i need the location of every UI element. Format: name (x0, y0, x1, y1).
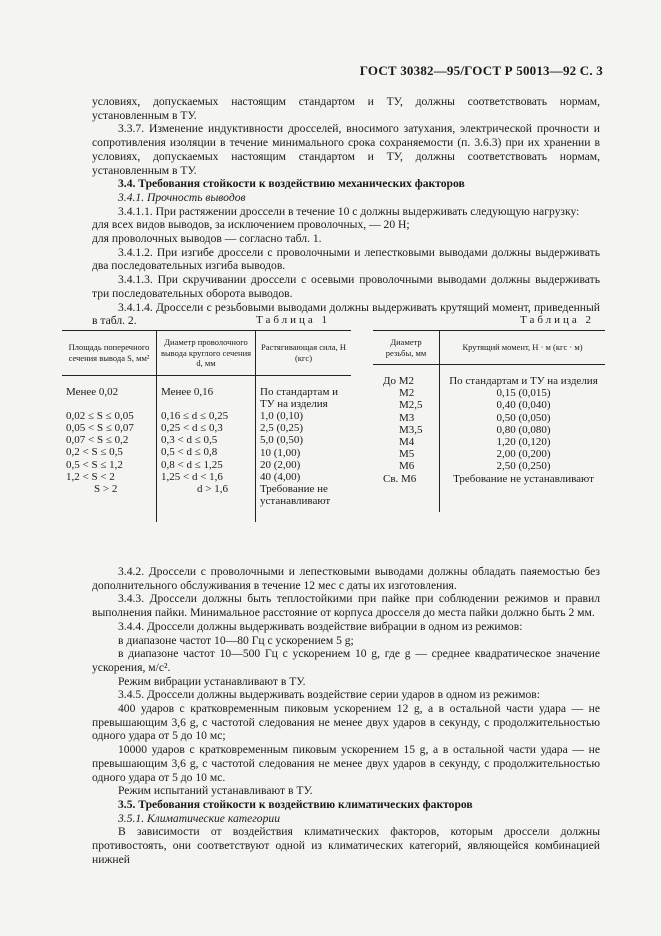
table1-col1 (62, 375, 157, 522)
table1-col2 (157, 375, 256, 522)
cell-value: Требование не устанавливают (453, 472, 594, 485)
cell-value: 0,25 < d ≤ 0,3 (161, 421, 223, 434)
cell-value: S > 2 (94, 482, 118, 495)
table1-header: Растягивающая сила, Н (кгс) (256, 331, 352, 376)
cell-value: 40 (4,00) (260, 470, 301, 483)
cell-value: Менее 0,16 (161, 385, 214, 398)
cell-value: устанавливают (260, 495, 331, 508)
cell-value: 0,16 ≤ d ≤ 0,25 (161, 409, 229, 422)
cell-value: М3,5 (399, 423, 423, 436)
cell-value: Св. М6 (383, 472, 417, 485)
cell-value: До М2 (383, 375, 415, 387)
cell-value: 0,07 < S ≤ 0,2 (66, 434, 129, 447)
cell-value: 1,25 < d < 1,6 (161, 470, 223, 483)
bottom-text-block (92, 565, 600, 866)
cell-value: 0,2 < S ≤ 0,5 (66, 446, 123, 459)
cell-value: 2,5 (0,25) (260, 422, 304, 435)
table-2 (373, 330, 605, 512)
paragraph: 3.4.5. Дроссели должны выдерживать воздействие серии ударов в одном из режимов: (118, 688, 540, 702)
cell-value: Менее 0,02 (66, 385, 119, 398)
cell-value: 0,05 < S ≤ 0,07 (66, 421, 134, 434)
paragraph: Режим испытаний устанавливают в ТУ. (118, 784, 313, 798)
cell-value: М4 (399, 436, 415, 449)
table-1 (62, 330, 351, 522)
cell-value: 0,15 (0,015) (496, 387, 551, 400)
table1-header: Площадь поперечного сечения вывода S, мм² (62, 331, 157, 376)
paragraph: 3.3.7. Изменение индуктивности дросселей, вносимого затухания, электрической прочности и сопротивления изоляции в течение минимального срока сохраняемости (п. 3.6.3) при их хранении в условиях, допускаемых настоящим стандартом и ТУ, должны соответствовать нормам, установленным в ТУ. (92, 122, 600, 177)
table1-caption: Таблица 1 (256, 314, 331, 326)
cell-value: 0,50 (0,050) (496, 411, 551, 424)
table1-header: Диаметр проволочного вывода круглого сечения d, мм (157, 331, 256, 376)
paragraph: для всех видов выводов, за исключением проволочных, — 20 Н; (92, 218, 410, 232)
paragraph: 3.4.1.3. При скручивании дроссели с осевыми проволочными выводами должны выдерживать три последовательных оборота выводов. (92, 273, 600, 300)
cell-value: 0,02 ≤ S ≤ 0,05 (66, 409, 134, 422)
cell-value: 0,40 (0,040) (496, 399, 551, 412)
paragraph: 3.4.2. Дроссели с проволочными и лепестковыми выводами должны обладать паяемостью без дополнительного обслуживания в течение 12 мес с даты их изготовления. (92, 565, 600, 592)
page-header: ГОСТ 30382—95/ГОСТ Р 50013—92 С. 3 (359, 63, 603, 78)
cell-value: 2,50 (0,250) (496, 460, 551, 473)
cell-value: М5 (399, 448, 415, 461)
section-heading: 3.4. Требования стойкости к воздействию механических факторов (118, 177, 465, 191)
cell-value: 1,0 (0,10) (260, 409, 304, 422)
cell-value: М3 (399, 411, 415, 424)
paragraph: 10000 ударов с кратковременным пиковым ускорением 15 g, а в остальной части удара — не превышающим 3,6 g, с частотой следования не менее двух ударов в секунду, с продолжительностью одного удара от 5 до 10 мс. (92, 743, 600, 784)
cell-value: 2,00 (0,200) (496, 448, 551, 461)
table2-header: Крутящий момент, Н · м (кгс · м) (440, 331, 606, 365)
paragraph: 400 ударов с кратковременным пиковым ускорением 12 g, а в остальной части удара — не превышающим 3,6 g, с частотой следования не менее двух ударов в секунду, с продолжительностью одного удара от 5 до 10 мс; (92, 702, 600, 743)
cell-value: По стандартам и ТУ на изделия (449, 375, 598, 387)
paragraph: условиях, допускаемых настоящим стандартом и ТУ, должны соответствовать нормам, установленным в ТУ. (92, 95, 600, 122)
subsection-heading: 3.5.1. Климатические категории (118, 811, 280, 825)
cell-value: 0,80 (0,080) (496, 423, 551, 436)
subsection-heading: 3.4.1. Прочность выводов (118, 190, 246, 204)
paragraph: в диапазоне частот 10—500 Гц с ускорением 10 g, где g — среднее квадратическое значение ускорения, м/с². (92, 647, 600, 674)
cell-value: ТУ на изделия (260, 397, 328, 410)
cell-value: 0,5 < d ≤ 0,8 (161, 446, 218, 459)
section-heading: 3.5. Требования стойкости к воздействию климатических факторов (118, 797, 473, 811)
paragraph: 3.4.1.2. При изгибе дроссели с проволочными и лепестковыми выводами должны выдерживать два последовательных изгиба выводов. (92, 245, 600, 273)
paragraph: в диапазоне частот 10—80 Гц с ускорением 5 g; (118, 633, 354, 647)
paragraph: 3.4.3. Дроссели должны быть теплостойкими при пайке при соблюдении режимов и правил выполнения пайки. Минимальное расстояние от корпуса дросселя до места пайки должно быть 2 мм. (92, 592, 600, 620)
cell-value: d > 1,6 (197, 482, 228, 495)
paragraph: В зависимости от воздействия климатических факторов, которым дроссели должны противостоять, они соответствуют одной из климатических категорий, являющейся комбинацией нижней (92, 825, 600, 866)
top-text-block (92, 95, 600, 328)
cell-value: 20 (2,00) (260, 458, 301, 471)
table2-caption: Таблица 2 (520, 314, 595, 326)
cell-value: По стандартам и (260, 385, 339, 398)
table1-col3 (256, 375, 352, 522)
table2-header: Диаметр резьбы, мм (373, 331, 440, 365)
cell-value: 10 (1,00) (260, 446, 301, 459)
cell-value: 0,3 < d ≤ 0,5 (161, 434, 218, 447)
paragraph: 3.4.4. Дроссели должны выдерживать воздействие вибрации в одном из режимов: (118, 619, 523, 633)
cell-value: 1,2 < S < 2 (66, 470, 115, 483)
cell-value: М2 (399, 387, 415, 400)
cell-value: М6 (399, 460, 415, 473)
table2-col2 (440, 365, 606, 512)
table2-col1 (373, 365, 440, 512)
cell-value: Требование не (260, 483, 328, 496)
cell-value: 0,5 < S ≤ 1,2 (66, 458, 123, 471)
cell-value: 1,20 (0,120) (496, 436, 551, 449)
paragraph: 3.4.1.4. Дроссели с резьбовыми выводами должны выдерживать крутящий момент, приведенный в табл. 2. (92, 300, 600, 328)
cell-value: 0,8 < d ≤ 1,25 (161, 458, 223, 471)
paragraph: 3.4.1.1. При растяжении дроссели в течение 10 с должны выдерживать следующую нагрузку: (118, 204, 580, 218)
paragraph: Режим вибрации устанавливают в ТУ. (118, 674, 306, 688)
paragraph: для проволочных выводов — согласно табл. 1. (92, 232, 322, 246)
cell-value: 5,0 (0,50) (260, 434, 304, 447)
cell-value: М2,5 (399, 399, 423, 412)
